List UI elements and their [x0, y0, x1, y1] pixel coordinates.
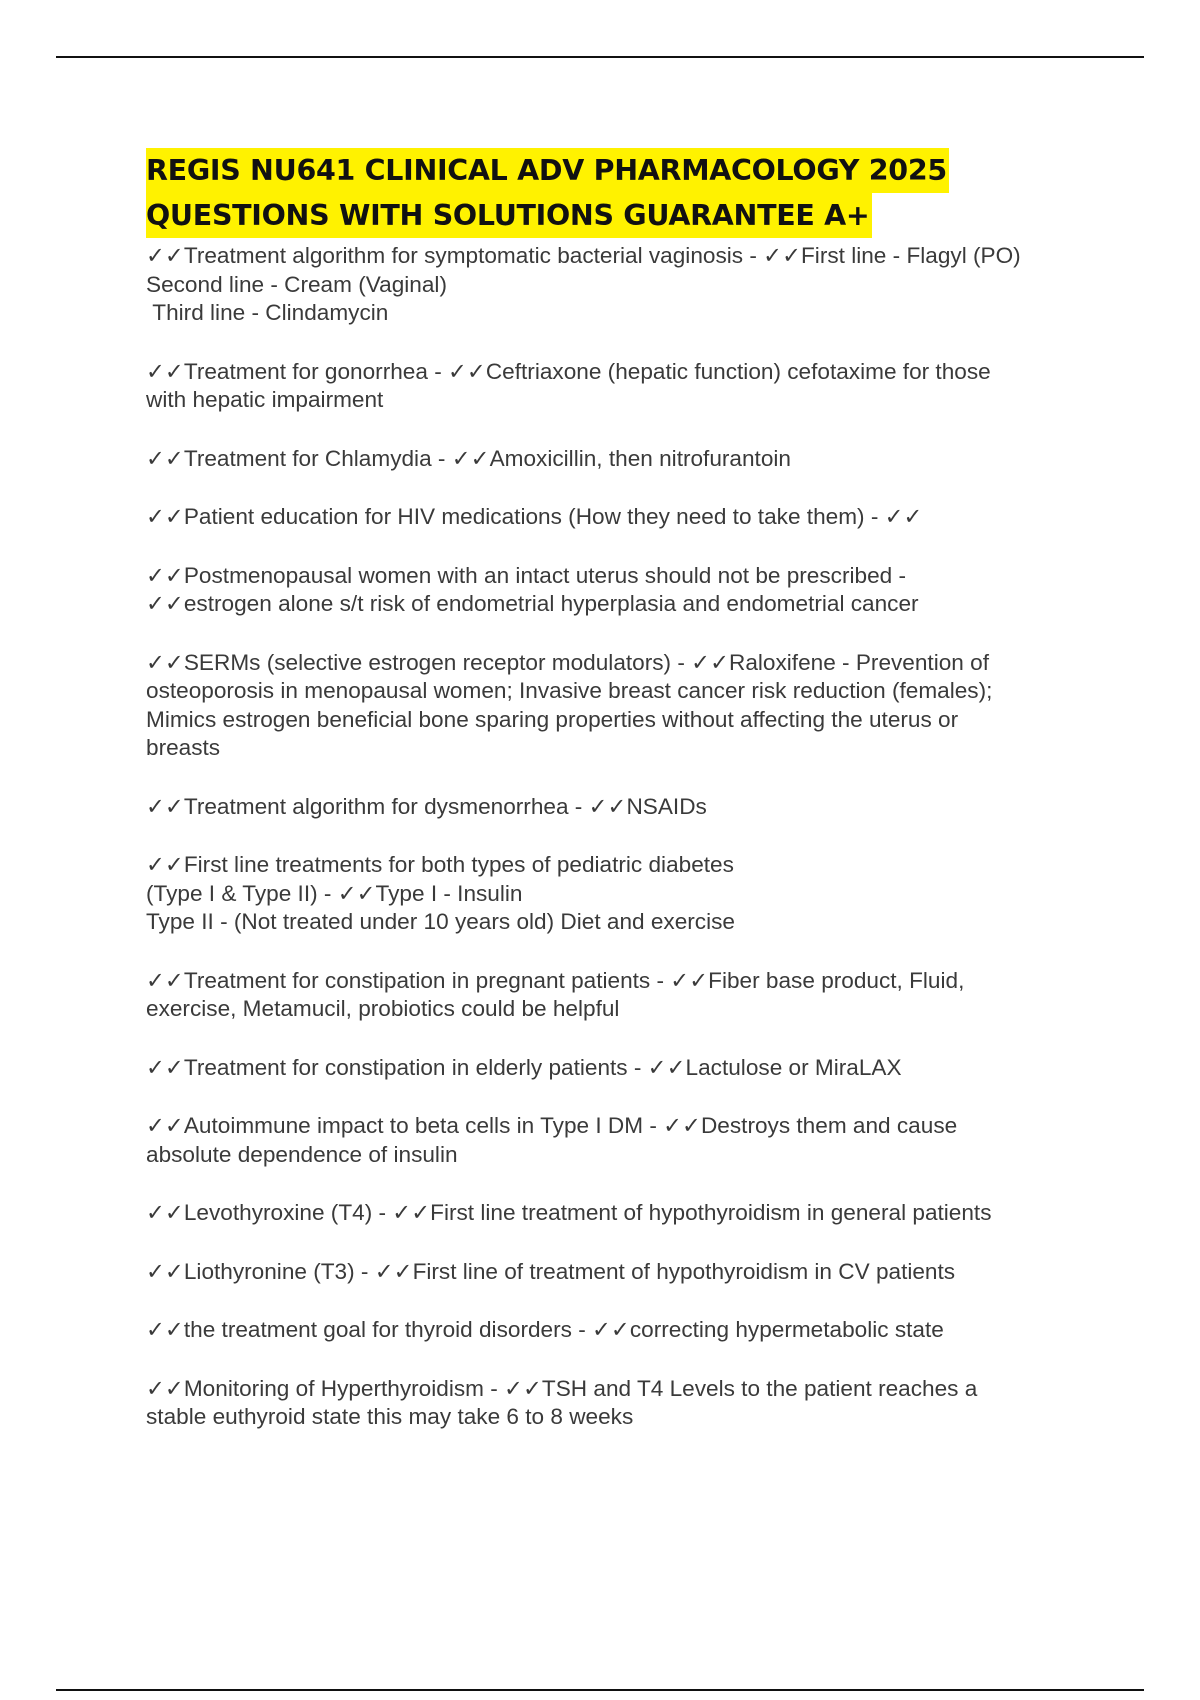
title-line: QUESTIONS WITH SOLUTIONS GUARANTEE A+	[146, 193, 872, 238]
qa-line: ✓✓Treatment for gonorrhea - ✓✓Ceftriaxone (hepatic function) cefotaxime for those	[146, 358, 991, 384]
qa-line: ✓✓Treatment for constipation in pregnant patients - ✓✓Fiber base product, Fluid,	[146, 967, 965, 993]
qa-entry	[146, 1054, 1086, 1083]
qa-line: ✓✓Treatment for Chlamydia - ✓✓Amoxicillin, then nitrofurantoin	[146, 445, 791, 471]
qa-line: Type II - (Not treated under 10 years old) Diet and exercise	[146, 909, 735, 934]
qa-line: ✓✓SERMs (selective estrogen receptor modulators) - ✓✓Raloxifene - Prevention of	[146, 649, 989, 675]
qa-line: osteoporosis in menopausal women; Invasive breast cancer risk reduction (females);	[146, 678, 993, 703]
qa-entry	[146, 967, 1086, 1024]
qa-line: Second line - Cream (Vaginal)	[146, 271, 447, 297]
qa-line: with hepatic impairment	[146, 387, 384, 412]
qa-line: Third line - Clindamycin	[146, 300, 389, 325]
qa-line: ✓✓Levothyroxine (T4) - ✓✓First line treatment of hypothyroidism in general patients	[146, 1200, 992, 1225]
qa-line: stable euthyroid state this may take 6 to 8 weeks	[146, 1404, 634, 1429]
document-body	[146, 148, 1086, 1432]
qa-line: ✓✓estrogen alone s/t risk of endometrial hyperplasia and endometrial cancer	[146, 591, 919, 616]
qa-entry	[146, 1316, 1086, 1345]
qa-line: (Type I & Type II) - ✓✓Type I - Insulin	[146, 880, 523, 906]
qa-line: ✓✓Treatment for constipation in elderly patients - ✓✓Lactulose or MiraLAX	[146, 1054, 902, 1080]
qa-line: ✓✓Treatment algorithm for symptomatic bacterial vaginosis - ✓✓First line - Flagyl (PO)	[146, 243, 1021, 268]
qa-line: ✓✓Autoimmune impact to beta cells in Type I DM - ✓✓Destroys them and cause	[146, 1113, 958, 1138]
qa-line: breasts	[146, 735, 221, 760]
document-title	[146, 148, 1086, 238]
qa-entry	[146, 649, 1086, 763]
qa-entry	[146, 793, 1086, 822]
qa-entry	[146, 1375, 1086, 1432]
header-divider	[56, 56, 1144, 58]
qa-entry	[146, 1112, 1086, 1169]
qa-line: exercise, Metamucil, probiotics could be helpful	[146, 996, 620, 1021]
qa-line: ✓✓Monitoring of Hyperthyroidism - ✓✓TSH and T4 Levels to the patient reaches a	[146, 1375, 978, 1401]
qa-line: ✓✓Patient education for HIV medications (How they need to take them) - ✓✓	[146, 504, 923, 529]
qa-entry	[146, 445, 1086, 474]
qa-line: absolute dependence of insulin	[146, 1141, 458, 1167]
qa-line: ✓✓Postmenopausal women with an intact uterus should not be prescribed -	[146, 562, 907, 588]
qa-entry	[146, 1199, 1086, 1228]
qa-entry	[146, 242, 1086, 328]
qa-entry	[146, 851, 1086, 937]
qa-list	[146, 242, 1086, 1432]
qa-line: ✓✓First line treatments for both types of pediatric diabetes	[146, 852, 734, 877]
qa-line: ✓✓Liothyronine (T3) - ✓✓First line of treatment of hypothyroidism in CV patients	[146, 1258, 956, 1284]
qa-line: ✓✓the treatment goal for thyroid disorders - ✓✓correcting hypermetabolic state	[146, 1317, 944, 1342]
qa-entry	[146, 358, 1086, 415]
qa-line: ✓✓Treatment algorithm for dysmenorrhea - ✓✓NSAIDs	[146, 793, 707, 819]
qa-line: Mimics estrogen beneficial bone sparing properties without affecting the uterus or	[146, 706, 959, 732]
qa-entry	[146, 562, 1086, 619]
title-line: REGIS NU641 CLINICAL ADV PHARMACOLOGY 2025	[146, 148, 949, 193]
footer-divider	[56, 1689, 1144, 1691]
qa-entry	[146, 503, 1086, 532]
qa-entry	[146, 1258, 1086, 1287]
